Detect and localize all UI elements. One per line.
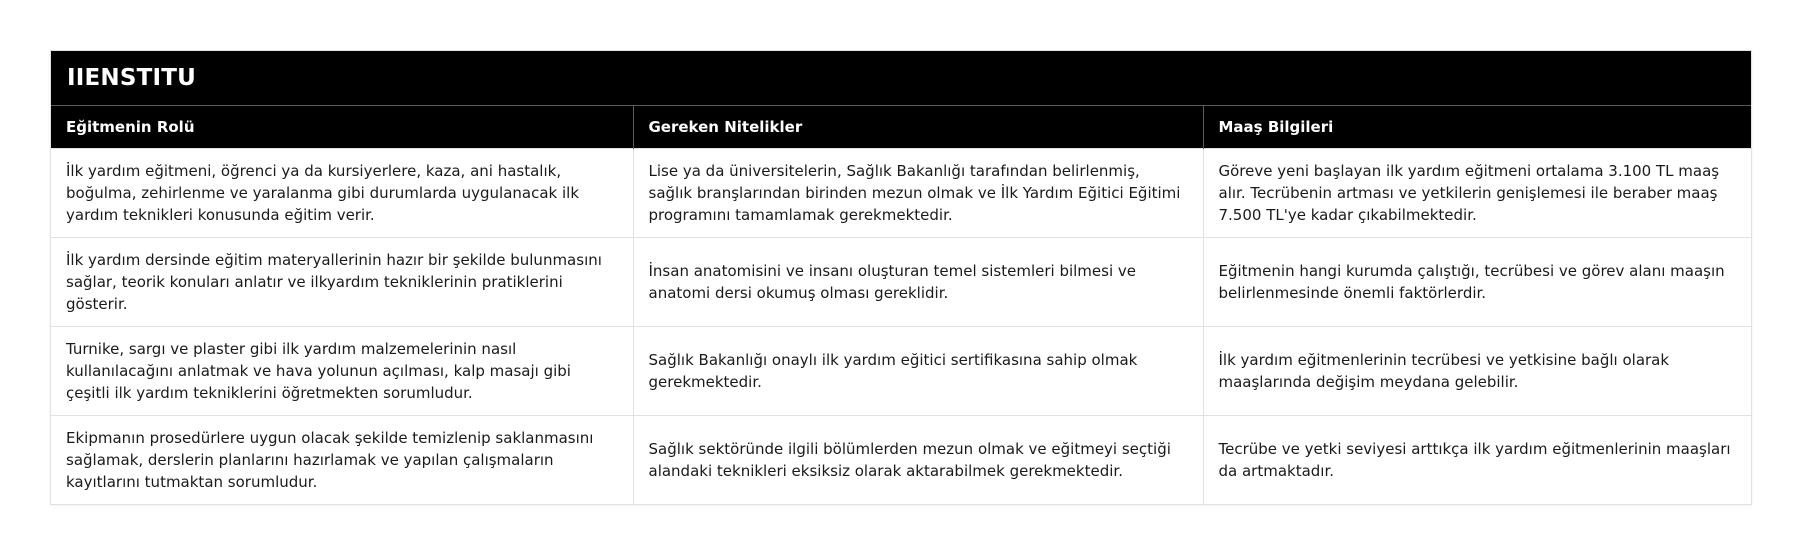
header-row [51,106,1751,149]
cell-salary: Tecrübe ve yetki seviyesi arttıkça ilk yardım eğitmenlerinin maaşları da artmaktadır. [1203,416,1751,505]
table-card [50,50,1752,505]
column-header-role: Eğitmenin Rolü [51,106,633,149]
cell-role: İlk yardım eğitmeni, öğrenci ya da kursiyerlere, kaza, ani hastalık, boğulma, zehirlenme ve yaralanma gibi durumlarda uygulanacak ilk yardım teknikleri konusunda eğitim verir. [51,149,633,238]
table-row [51,327,1751,416]
table-title: IIENSTITU [51,51,1751,105]
cell-qualifications: İnsan anatomisini ve insanı oluşturan temel sistemleri bilmesi ve anatomi dersi okumuş olması gereklidir. [633,238,1203,327]
table-row [51,238,1751,327]
data-table [51,105,1751,504]
cell-qualifications: Sağlık sektöründe ilgili bölümlerden mezun olmak ve eğitmeyi seçtiği alandaki teknikleri eksiksiz olarak aktarabilmek gerekmektedir. [633,416,1203,505]
cell-qualifications: Lise ya da üniversitelerin, Sağlık Bakanlığı tarafından belirlenmiş, sağlık branşlarından birinden mezun olmak ve İlk Yardım Eğitici Eğitimi programını tamamlamak gerekmektedir. [633,149,1203,238]
cell-role: Turnike, sargı ve plaster gibi ilk yardım malzemelerinin nasıl kullanılacağını anlatmak ve hava yolunun açılması, kalp masajı gibi çeşitli ilk yardım tekniklerini öğretmekten sorumludur. [51,327,633,416]
table-row [51,416,1751,505]
cell-salary: Göreve yeni başlayan ilk yardım eğitmeni ortalama 3.100 TL maaş alır. Tecrübenin artması ve yetkilerin genişlemesi ile beraber maaş 7.500 TL'ye kadar çıkabilmektedir. [1203,149,1751,238]
cell-qualifications: Sağlık Bakanlığı onaylı ilk yardım eğitici sertifikasına sahip olmak gerekmektedir. [633,327,1203,416]
table-row [51,149,1751,238]
cell-salary: Eğitmenin hangi kurumda çalıştığı, tecrübesi ve görev alanı maaşın belirlenmesinde önemli faktörlerdir. [1203,238,1751,327]
cell-role: İlk yardım dersinde eğitim materyallerinin hazır bir şekilde bulunmasını sağlar, teorik konuları anlatır ve ilkyardım tekniklerinin pratiklerini gösterir. [51,238,633,327]
column-header-salary: Maaş Bilgileri [1203,106,1751,149]
column-header-qualifications: Gereken Nitelikler [633,106,1203,149]
cell-role: Ekipmanın prosedürlere uygun olacak şekilde temizlenip saklanmasını sağlamak, derslerin planlarını hazırlamak ve yapılan çalışmaların kayıtlarını tutmaktan sorumludur. [51,416,633,505]
cell-salary: İlk yardım eğitmenlerinin tecrübesi ve yetkisine bağlı olarak maaşlarında değişim meydana gelebilir. [1203,327,1751,416]
